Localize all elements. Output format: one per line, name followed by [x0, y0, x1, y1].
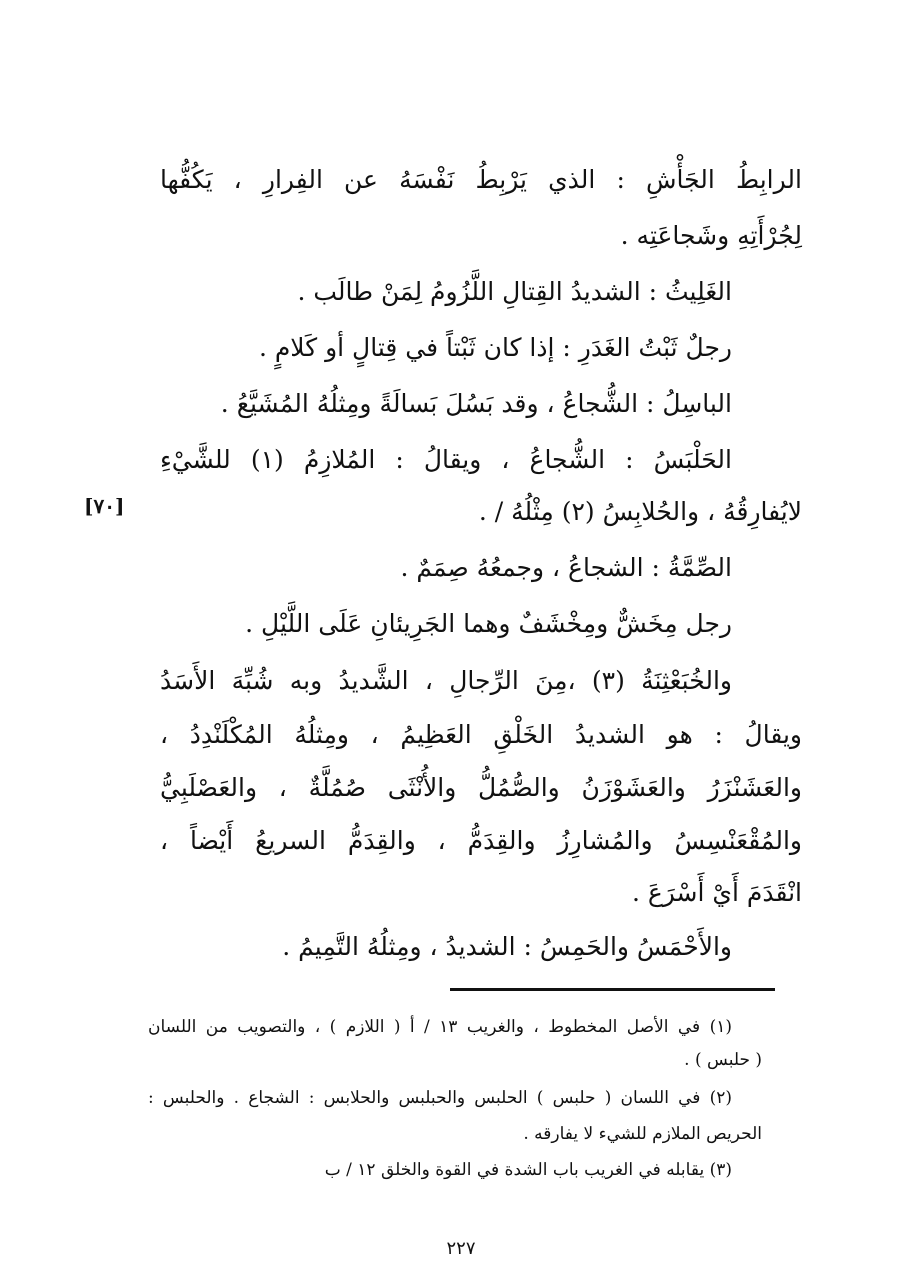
footnote-line-2: ( حلبس ) .: [684, 1050, 762, 1070]
body-line-5: الباسِلُ : الشُّجاعُ ، وقد بَسُلَ بَسالَةً ومِثلُهُ المُشَيَّعُ .: [220, 389, 732, 418]
footnote-line-4: الحريص الملازم للشيء لا يفارقه .: [523, 1124, 762, 1144]
body-line-2: لِجُرْأَتِهِ وشَجاعَتِه .: [620, 221, 802, 250]
page-number: ٢٢٧: [446, 1238, 476, 1259]
margin-page-reference: [٧٠]: [84, 494, 125, 518]
body-line-8: الصِّمَّةُ : الشجاعُ ، وجمعُهُ صِمَمٌ .: [400, 553, 732, 582]
body-line-9: رجل مِخَشٌّ ومِخْشَفٌ وهما الجَرِيئانِ عَلَى اللَّيْلِ .: [245, 609, 732, 638]
body-line-4: رجلٌ ثَبْتُ الغَدَرِ : إذا كان ثَبْتاً في قِتالٍ أو كَلامٍ .: [258, 333, 732, 362]
body-line-13: والمُقْعَنْسِسُ والمُشارِزُ والقِدَمُّ ، والقِدَمُّ السريعُ أَيْضاً ،: [160, 826, 802, 855]
body-line-6: الحَلْبَسُ : الشُّجاعُ ، ويقالُ : المُلازِمُ (١) للشَّيْءِ: [160, 445, 732, 474]
body-line-1: الرابِطُ الجَأْشِ : الذي يَرْبِطُ نَفْسَهُ عن الفِرارِ ، يَكُفُّها: [160, 165, 802, 194]
body-line-11: ويقالُ : هو الشديدُ الخَلْقِ العَظِيمُ ، ومِثلُهُ المُكْلَنْدِدُ ،: [160, 720, 802, 749]
footnote-line-5: (٣) يقابله في الغريب باب الشدة في القوة والخلق ١٢ / ب: [324, 1160, 732, 1180]
body-line-7: لايُفارِقُهُ ، والحُلابِسُ (٢) مِثْلُهُ / .: [478, 497, 802, 526]
footnote-line-1: (١) في الأصل المخطوط ، والغريب ١٣ / أ ( اللازم ) ، والتصويب من اللسان: [148, 1017, 732, 1037]
footnote-separator: [450, 988, 775, 991]
footnote-line-3: (٢) في اللسان ( حلبس ) الحلبس والحبلبس والحلابس : الشجاع . والحلبس :: [148, 1088, 732, 1108]
body-line-10: والخُبَعْثِنَةُ (٣) ،مِنَ الرِّجالِ ، الشَّديدُ وبه شُبِّهَ الأَسَدُ: [160, 666, 732, 695]
body-line-3: الغَلِيثُ : الشديدُ القِتالِ اللَّزُومُ لِمَنْ طالَب .: [297, 277, 732, 306]
body-line-12: والعَشَنْزَرُ والعَشَوْزَنُ والصُّمُلُّ والأُنْثَى صُمُلَّةٌ ، والعَصْلَبِيُّ: [160, 773, 802, 802]
body-line-14: انْقَدَمَ أَيْ أَسْرَعَ .: [631, 878, 802, 907]
body-line-15: والأَحْمَسُ والحَمِسُ : الشديدُ ، ومِثلُهُ التَّمِيمُ .: [282, 932, 732, 961]
